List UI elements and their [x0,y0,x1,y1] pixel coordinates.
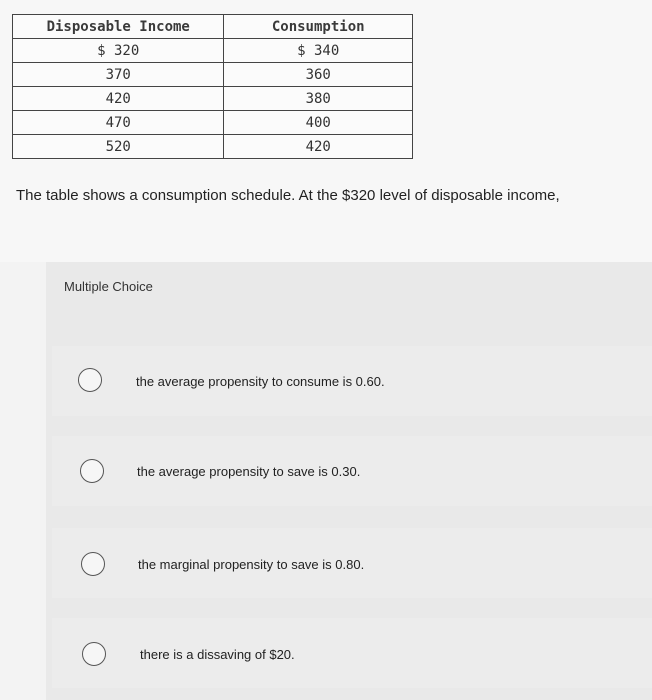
consumption-cell: 360 [224,63,413,87]
option-label: there is a dissaving of $20. [140,647,295,662]
consumption-cell: 380 [224,87,413,111]
option-label: the average propensity to consume is 0.60. [136,374,385,389]
consumption-schedule-table [12,14,413,159]
header-consumption: Consumption [224,15,413,39]
income-cell: 520 [13,135,224,159]
radio-button[interactable] [80,459,104,483]
consumption-cell: 420 [224,135,413,159]
table-row [13,135,413,159]
option-a[interactable] [52,346,652,416]
multiple-choice-label: Multiple Choice [64,279,153,294]
option-label: the marginal propensity to save is 0.80. [138,557,365,572]
income-cell: 420 [13,87,224,111]
income-cell: 370 [13,63,224,87]
radio-button[interactable] [81,552,105,576]
header-disposable-income: Disposable Income [13,15,224,39]
option-c[interactable] [52,528,652,598]
option-b[interactable] [52,436,652,506]
table-row [13,39,413,63]
income-cell: 470 [13,111,224,135]
table-row [13,87,413,111]
table-row [13,63,413,87]
table-header-row [13,15,413,39]
option-d[interactable] [52,618,652,688]
consumption-cell: $ 340 [224,39,413,63]
table-row [13,111,413,135]
income-cell: $ 320 [13,39,224,63]
radio-button[interactable] [78,368,102,392]
question-text: The table shows a consumption schedule. At the $320 level of disposable income, [16,187,560,204]
radio-button[interactable] [82,642,106,666]
option-label: the average propensity to save is 0.30. [137,464,361,479]
consumption-cell: 400 [224,111,413,135]
